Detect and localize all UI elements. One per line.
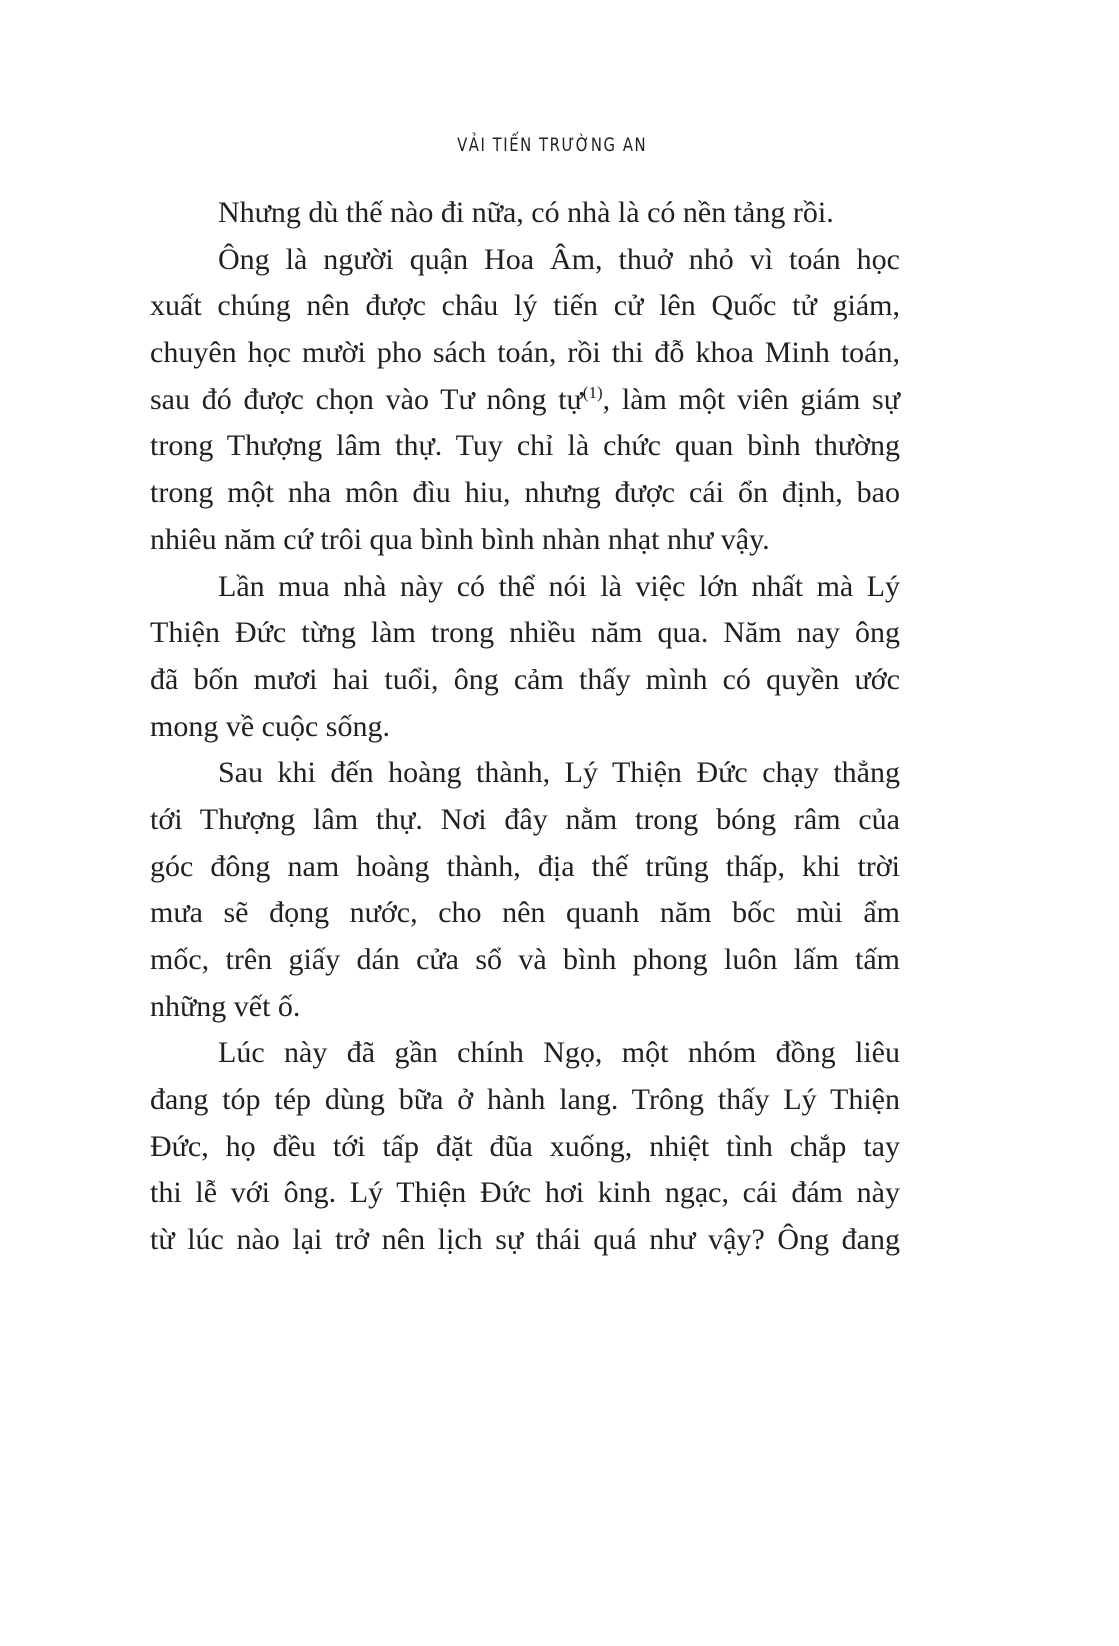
paragraph-4-line-4: mưa sẽ đọng nước, cho nên quanh năm bốc mùi ẩm <box>150 896 900 930</box>
paragraph-3-line-1: Lần mua nhà này có thể nói là việc lớn nhất mà Lý <box>218 569 900 603</box>
line-4-part-a: sau đó được chọn vào Tư nông tự <box>150 382 583 416</box>
paragraph-1-line-1: Nhưng dù thế nào đi nữa, có nhà là có nền tảng rồi. <box>218 196 834 229</box>
paragraph-4-line-5: mốc, trên giấy dán cửa sổ và bình phong luôn lấm tấm <box>150 943 900 976</box>
paragraph-3-line-4: mong về cuộc sống. <box>150 709 390 743</box>
paragraph-5-line-5: từ lúc nào lại trở nên lịch sự thái quá như vậy? Ông đang <box>150 1223 900 1257</box>
paragraph-4-line-1: Sau khi đến hoàng thành, Lý Thiện Đức chạy thẳng <box>218 756 900 790</box>
paragraph-2-line-1: Ông là người quận Hoa Âm, thuở nhỏ vì toán học <box>218 242 900 276</box>
paragraph-2-line-5: trong Thượng lâm thự. Tuy chỉ là chức quan bình thường <box>150 429 900 463</box>
paragraph-2-line-4 <box>150 377 900 424</box>
paragraph-2-line-3: chuyên học mười pho sách toán, rồi thi đỗ khoa Minh toán, <box>150 336 900 370</box>
paragraph-3-line-2: Thiện Đức từng làm trong nhiều năm qua. Năm nay ông <box>150 616 900 650</box>
paragraph-3-line-3: đã bốn mươi hai tuổi, ông cảm thấy mình có quyền ước <box>150 662 900 696</box>
paragraph-2-line-2: xuất chúng nên được châu lý tiến cử lên Quốc tử giám, <box>150 289 900 323</box>
paragraph-4-line-2: tới Thượng lâm thự. Nơi đây nằm trong bóng râm của <box>150 802 900 836</box>
paragraph-2-line-7: nhiêu năm cứ trôi qua bình bình nhàn nhạt như vậy. <box>150 522 770 556</box>
paragraph-5-line-4: thi lễ với ông. Lý Thiện Đức hơi kinh ngạc, cái đám này <box>150 1176 900 1210</box>
footnote-marker[interactable]: (1) <box>582 382 603 402</box>
paragraph-5-line-2: đang tóp tép dùng bữa ở hành lang. Trông thấy Lý Thiện <box>150 1083 900 1117</box>
paragraph-4-line-3: góc đông nam hoàng thành, địa thế trũng thấp, khi trời <box>150 849 900 883</box>
line-4-part-b: , làm một viên giám sự <box>602 382 900 416</box>
paragraph-5-line-3: Đức, họ đều tới tấp đặt đũa xuống, nhiệt tình chắp tay <box>150 1129 900 1163</box>
paragraph-4-line-6: những vết ố. <box>150 989 301 1023</box>
paragraph-5-line-1: Lúc này đã gần chính Ngọ, một nhóm đồng liêu <box>218 1036 900 1070</box>
running-header: VẢI TIẾN TRƯỜNG AN <box>457 134 648 156</box>
paragraph-2-line-6: trong một nha môn đìu hiu, nhưng được cái ổn định, bao <box>150 476 900 510</box>
body-text <box>150 190 900 1264</box>
